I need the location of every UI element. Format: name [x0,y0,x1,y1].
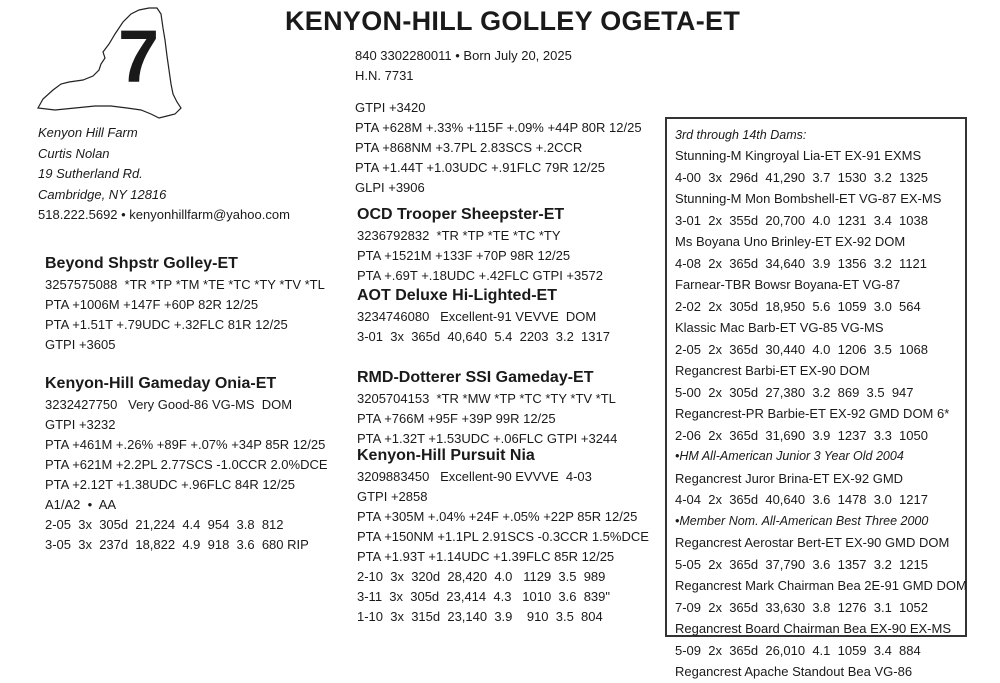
dam-name-entry: Regancrest Mark Chairman Bea 2E-91 GMD DOM [675,578,967,593]
dam-name-entry: Regancrest Barbi-ET EX-90 DOM [675,363,870,378]
dam-record-entry: 4-04 2x 365d 40,640 3.6 1478 3.0 1217 [675,492,928,507]
farm-name: Kenyon Hill Farm [38,125,138,140]
dam-name-entry: Regancrest Aerostar Bert-ET EX-90 GMD DOM [675,535,950,550]
animal-gtpi: GTPI +3420 [355,100,426,115]
sires-dam-name: AOT Deluxe Hi-Lighted-ET [357,287,557,304]
dams-dam-block [357,445,649,627]
animal-glpi: GLPI +3906 [355,180,425,195]
dam-block [45,373,328,555]
dam-line: GTPI +3232 [45,417,116,432]
dams-dam-line: PTA +150NM +1.1PL 2.91SCS -0.3CCR 1.5%DCE [357,529,649,544]
dams-dam-line: PTA +1.93T +1.14UDC +1.39FLC 85R 12/25 [357,549,615,564]
dam-name-entry: Farnear-TBR Bowsr Boyana-ET VG-87 [675,277,901,292]
dams-dam-line: PTA +305M +.04% +24F +.05% +22P 85R 12/25 [357,509,638,524]
dam-line: 3232427750 Very Good-86 VG-MS DOM [45,397,293,412]
dam-record-entry: 5-00 2x 305d 27,380 3.2 869 3.5 947 [675,384,914,400]
sires-sire-line: PTA +.69T +.18UDC +.42FLC GTPI +3572 [357,268,603,283]
animal-pta-2: PTA +868NM +3.7PL 2.83SCS +.2CCR [355,140,583,155]
dam-line: A1/A2 • AA [45,497,117,512]
new-york-state-outline-icon [35,4,185,122]
sires-dam-block [357,285,610,347]
dams-sire-block [357,367,617,449]
dam-record-entry: 5-05 2x 365d 37,790 3.6 1357 3.2 1215 [675,556,928,572]
dams-dam-line: 3-11 3x 305d 23,414 4.3 1010 3.6 839" [357,589,611,604]
dam-name-entry: Regancrest Board Chairman Bea EX-90 EX-MS [675,621,952,636]
animal-genomics-block [355,98,642,198]
dams-sire-name: RMD-Dotterer SSI Gameday-ET [357,369,594,386]
dam-award-note: •HM All-American Junior 3 Year Old 2004 [675,449,904,463]
sires-dam-line: 3-01 3x 365d 40,640 5.4 2203 3.2 1317 [357,329,610,344]
dam-record-entry: 2-05 2x 365d 30,440 4.0 1206 3.5 1068 [675,341,928,357]
dam-record-entry: 4-08 2x 365d 34,640 3.9 1356 3.2 1121 [675,255,928,271]
sire-line: 3257575088 *TR *TP *TM *TE *TC *TY *TV *TL [45,277,325,292]
dam-name-entry: Regancrest Apache Standout Bea VG-86 [675,664,913,679]
animal-hn: H.N. 7731 [355,68,414,83]
animal-id-block [355,46,572,86]
sire-line: PTA +1.51T +.79UDC +.32FLC 81R 12/25 [45,317,288,332]
animal-id-line: 840 3302280011 • Born July 20, 2025 [355,48,572,63]
sires-sire-block [357,204,603,286]
dams-sire-line: 3205704153 *TR *MW *TP *TC *TY *TV *TL [357,391,616,406]
dam-record-entry: 4-00 3x 296d 41,290 3.7 1530 3.2 1325 [675,169,928,185]
sire-line: PTA +1006M +147F +60P 82R 12/25 [45,297,259,312]
dam-name-entry: Regancrest Juror Brina-ET EX-92 GMD [675,470,904,486]
dams-sire-line: PTA +1.32T +1.53UDC +.06FLC GTPI +3244 [357,431,618,446]
sires-dam-line: 3234746080 Excellent-91 VEVVE DOM [357,309,597,324]
dam-name-entry: Regancrest-PR Barbie-ET EX-92 GMD DOM 6* [675,406,950,421]
dam-record-entry: 2-06 2x 365d 31,690 3.9 1237 3.3 1050 [675,427,928,443]
animal-pta-3: PTA +1.44T +1.03UDC +.91FLC 79R 12/25 [355,160,605,175]
sire-line: GTPI +3605 [45,337,116,352]
dam-record-entry: 3-01 2x 355d 20,700 4.0 1231 3.4 1038 [675,212,928,228]
sire-name: Beyond Shpstr Golley-ET [45,255,238,272]
ancestral-dams-title: 3rd through 14th Dams: [675,128,807,142]
ancestral-dams-box [665,117,967,679]
animal-pta-1: PTA +628M +.33% +115F +.09% +44P 80R 12/25 [355,120,642,135]
sire-block [45,253,325,355]
dam-name-entry: Stunning-M Mon Bombshell-ET VG-87 EX-MS [675,191,942,206]
farm-street: 19 Sutherland Rd. [38,166,143,181]
dam-line: 2-05 3x 305d 21,224 4.4 954 3.8 812 [45,517,284,532]
sires-sire-name: OCD Trooper Sheepster-ET [357,206,565,223]
dam-name: Kenyon-Hill Gameday Onia-ET [45,375,277,392]
dams-dam-name: Kenyon-Hill Pursuit Nia [357,447,535,464]
owner-name: Curtis Nolan [38,145,110,161]
dam-line: PTA +2.12T +1.38UDC +.96FLC 84R 12/25 [45,477,295,492]
dam-award-note: •Member Nom. All-American Best Three 2000 [675,513,929,528]
page-title: KENYON-HILL GOLLEY OGETA-ET [285,6,741,36]
dams-dam-line: GTPI +2858 [357,489,428,504]
farm-contact: 518.222.5692 • kenyonhillfarm@yahoo.com [38,207,290,222]
dam-name-entry: Stunning-M Kingroyal Lia-ET EX-91 EXMS [675,148,922,163]
lot-number: 7 [118,15,160,98]
dam-name-entry: Klassic Mac Barb-ET VG-85 VG-MS [675,320,884,335]
dams-sire-line: PTA +766M +95F +39P 99R 12/25 [357,411,556,426]
dam-record-entry: 5-09 2x 365d 26,010 4.1 1059 3.4 884 [675,642,921,658]
dam-line: 3-05 3x 237d 18,822 4.9 918 3.6 680 RIP [45,537,309,552]
dam-record-entry: 2-02 2x 305d 18,950 5.6 1059 3.0 564 [675,298,921,314]
dam-record-entry: 7-09 2x 365d 33,630 3.8 1276 3.1 1052 [675,599,928,615]
farm-city: Cambridge, NY 12816 [38,186,167,202]
dam-name-entry: Ms Boyana Uno Brinley-ET EX-92 DOM [675,234,906,249]
sires-sire-line: PTA +1521M +133F +70P 98R 12/25 [357,248,571,263]
dams-dam-line: 2-10 3x 320d 28,420 4.0 1129 3.5 989 [357,569,606,584]
dams-dam-line: 1-10 3x 315d 23,140 3.9 910 3.5 804 [357,609,603,624]
dams-dam-line: 3209883450 Excellent-90 EVVVE 4-03 [357,469,592,484]
dam-line: PTA +621M +2.2PL 2.77SCS -1.0CCR 2.0%DCE [45,457,328,472]
dam-line: PTA +461M +.26% +89F +.07% +34P 85R 12/25 [45,437,326,452]
consignor-info [38,123,290,226]
sires-sire-line: 3236792832 *TR *TP *TE *TC *TY [357,228,561,243]
